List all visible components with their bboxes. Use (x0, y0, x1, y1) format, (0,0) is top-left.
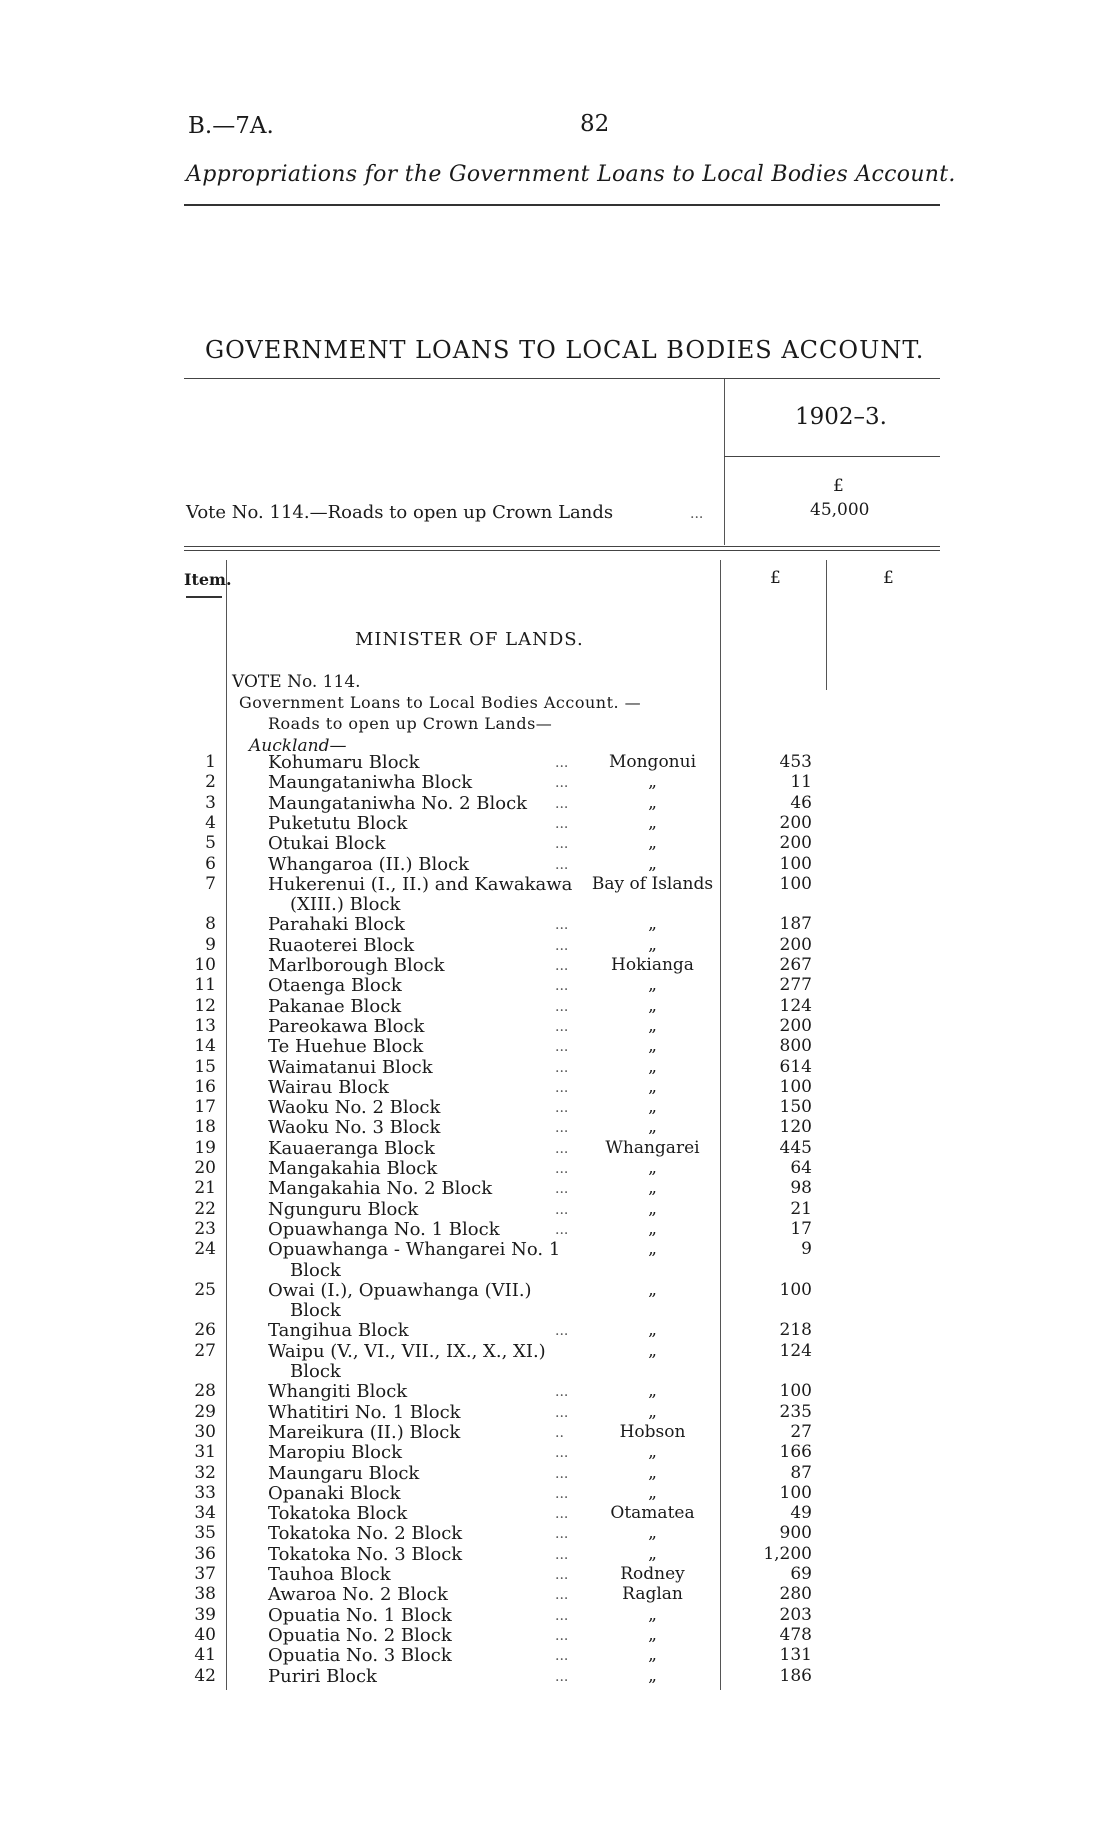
leader-dots: ... (555, 1668, 569, 1685)
amount-column-divider (826, 560, 827, 690)
appropriation-amount: 98 (790, 1178, 812, 1199)
block-name-continued: Block (290, 1300, 341, 1322)
leader-dots: ... (555, 917, 569, 934)
district-name: „ (648, 1381, 657, 1402)
item-number: 25 (194, 1279, 216, 1300)
block-name: Opuatia No. 1 Block (268, 1604, 452, 1626)
item-number: 19 (194, 1137, 216, 1158)
item-number: 35 (194, 1523, 216, 1544)
appropriation-amount: 200 (779, 934, 812, 955)
leader-dots: ... (555, 755, 569, 771)
block-name: Kauaeranga Block (268, 1137, 435, 1159)
appropriation-amount: 21 (790, 1198, 812, 1219)
district-name: „ (648, 1056, 657, 1077)
leader-dots: ... (555, 1404, 569, 1421)
district-name: „ (648, 975, 657, 996)
leader-dots: ... (555, 1100, 569, 1117)
leader-dots: ... (555, 795, 569, 812)
leader-dots: ... (555, 1627, 569, 1644)
leader-dots: ... (555, 1323, 569, 1340)
district-name: „ (648, 1645, 657, 1666)
item-number: 30 (194, 1421, 216, 1442)
district-name: „ (648, 1178, 657, 1199)
block-name: Opuatia No. 2 Block (268, 1624, 452, 1646)
block-name: Tokatoka No. 2 Block (268, 1523, 463, 1545)
leader-dots: ... (555, 1526, 569, 1543)
block-name: Maungaru Block (268, 1462, 420, 1484)
item-number: 24 (194, 1239, 216, 1260)
appropriation-amount: 187 (779, 914, 812, 935)
block-name: Pakanae Block (268, 995, 402, 1017)
leader-dots: ... (555, 1018, 569, 1035)
leader-dots: ... (555, 1039, 569, 1056)
block-name: Opanaki Block (268, 1482, 401, 1504)
appropriation-amount: 150 (779, 1097, 812, 1118)
item-number: 37 (194, 1564, 216, 1584)
minister-heading: MINISTER OF LANDS. (355, 629, 584, 650)
district-name: „ (648, 1604, 657, 1625)
district-name: „ (648, 1482, 657, 1503)
item-number: 2 (205, 772, 216, 793)
item-number: 18 (194, 1117, 216, 1138)
appropriation-amount: 800 (779, 1036, 812, 1057)
block-name: Puketutu Block (268, 812, 408, 834)
district-name: „ (648, 1462, 657, 1483)
district-name: „ (648, 1218, 657, 1239)
leader-dots: ... (555, 1221, 569, 1238)
year-rule (724, 456, 940, 457)
block-name: Mareikura (II.) Block (268, 1421, 461, 1443)
item-number: 32 (194, 1462, 216, 1483)
leader-dots: ... (555, 1140, 569, 1157)
district-name: „ (648, 812, 657, 833)
district-name: „ (648, 914, 657, 935)
leader-dots: ... (555, 1181, 569, 1198)
item-number: 22 (194, 1198, 216, 1219)
block-name: Awaroa No. 2 Block (268, 1584, 448, 1606)
leader-dots: ... (555, 1648, 569, 1665)
leader-dots: ... (555, 1201, 569, 1218)
item-number: 42 (194, 1665, 216, 1686)
district-name: „ (648, 1279, 657, 1300)
appropriation-amount: 166 (779, 1442, 812, 1463)
district-name: „ (648, 1624, 657, 1645)
leader-dots: ... (555, 1506, 569, 1523)
leader-dots: ... (555, 1465, 569, 1482)
appropriation-amount: 9 (801, 1239, 812, 1260)
district-name: „ (648, 792, 657, 813)
district-name: „ (648, 1117, 657, 1138)
district-name: „ (648, 1076, 657, 1097)
block-name: Owai (I.), Opuawhanga (VII.) (268, 1279, 532, 1301)
appropriation-amount: 131 (779, 1645, 812, 1666)
item-number: 21 (194, 1178, 216, 1199)
title-rule (184, 378, 940, 379)
appropriation-amount: 124 (779, 1340, 812, 1361)
appropriation-amount: 235 (779, 1401, 812, 1422)
vote-summary-amount: 45,000 (810, 500, 870, 520)
district-name: „ (648, 772, 657, 793)
leader-dots: ... (555, 1607, 569, 1624)
block-name: Marlborough Block (268, 955, 445, 976)
appropriation-amount: 203 (779, 1604, 812, 1625)
district-name: „ (648, 1320, 657, 1341)
block-name: Tokatoka No. 3 Block (268, 1543, 463, 1565)
district-name: „ (648, 1665, 657, 1686)
item-number: 9 (205, 934, 216, 955)
appropriation-amount: 49 (790, 1503, 812, 1524)
block-name: Tauhoa Block (268, 1564, 391, 1585)
district-name: „ (648, 1401, 657, 1422)
block-name: Waipu (V., VI., VII., IX., X., XI.) (268, 1340, 546, 1362)
district-name: Raglan (622, 1584, 683, 1605)
block-name: Te Huehue Block (268, 1036, 424, 1058)
district-column-divider (720, 560, 721, 1690)
summary-divider (724, 379, 725, 545)
item-number: 40 (194, 1624, 216, 1645)
item-number: 3 (205, 792, 216, 813)
leader-dots: ... (555, 958, 569, 974)
summary-rule-1 (184, 546, 940, 547)
leader-dots: ... (555, 978, 569, 995)
district-name: Hobson (619, 1421, 686, 1442)
appropriation-amount: 900 (779, 1523, 812, 1544)
leader-dots: ... (555, 775, 569, 792)
item-number: 28 (194, 1381, 216, 1402)
block-name: Waimatanui Block (268, 1056, 433, 1078)
appropriation-amount: 1,200 (763, 1543, 812, 1564)
item-number: 10 (194, 955, 216, 975)
block-name-continued: Block (290, 1361, 341, 1382)
district-name: „ (648, 1097, 657, 1118)
item-number: 33 (194, 1482, 216, 1503)
vote-summary-label: Vote No. 114.—Roads to open up Crown Lands (186, 502, 614, 523)
item-number: 41 (194, 1645, 216, 1666)
item-number: 36 (194, 1543, 216, 1564)
block-name: Waoku No. 2 Block (268, 1097, 441, 1119)
summary-rule-2 (184, 550, 940, 551)
leader-dots: ... (555, 1079, 569, 1096)
appropriation-amount: 445 (779, 1137, 812, 1158)
block-name: Pareokawa Block (268, 1015, 425, 1037)
appropriation-amount: 120 (779, 1117, 812, 1138)
account-title: GOVERNMENT LOANS TO LOCAL BODIES ACCOUNT. (205, 336, 925, 364)
item-number: 14 (194, 1036, 216, 1057)
section-heading-line1: Government Loans to Local Bodies Account. — (239, 693, 642, 712)
item-number: 31 (194, 1442, 216, 1463)
block-name: Opuatia No. 3 Block (268, 1645, 452, 1667)
block-name-continued: Block (290, 1259, 341, 1281)
leader-dots: ... (555, 1546, 569, 1563)
district-name: Otamatea (610, 1503, 695, 1524)
block-name: Whatitiri No. 1 Block (268, 1401, 461, 1423)
block-name: Mangakahia No. 2 Block (268, 1178, 493, 1200)
district-name: Hokianga (611, 955, 694, 975)
leader-dots: ... (555, 856, 569, 873)
item-number: 6 (205, 853, 216, 874)
column-currency-1: £ (770, 568, 781, 588)
item-column-header: Item. (184, 570, 232, 589)
vote-number: VOTE No. 114. (232, 672, 361, 692)
appropriation-amount: 100 (779, 1076, 812, 1097)
appropriation-amount: 46 (790, 792, 812, 813)
appropriation-amount: 186 (779, 1665, 812, 1686)
appropriation-amount: 218 (779, 1320, 812, 1341)
vote-summary-dots: ... (690, 506, 704, 522)
item-header-underline (186, 596, 222, 598)
item-number: 20 (194, 1158, 216, 1178)
block-name: Opuawhanga - Whangarei No. 1 (268, 1239, 561, 1261)
appropriation-amount: 200 (779, 1015, 812, 1036)
page-number: 82 (580, 111, 610, 137)
block-name: Tokatoka Block (268, 1503, 408, 1525)
leader-dots: ... (555, 1161, 569, 1177)
block-name: Opuawhanga No. 1 Block (268, 1218, 500, 1240)
block-name: Otukai Block (268, 833, 386, 855)
item-number: 38 (194, 1584, 216, 1605)
district-name: „ (648, 934, 657, 955)
item-column-divider (226, 560, 227, 1690)
appropriation-amount: 124 (779, 995, 812, 1016)
appropriation-amount: 100 (779, 1381, 812, 1402)
appropriation-amount: 100 (779, 853, 812, 874)
appropriation-amount: 100 (779, 873, 812, 894)
appropriation-amount: 200 (779, 812, 812, 833)
leader-dots: ... (555, 1059, 569, 1076)
item-number: 16 (194, 1076, 216, 1097)
leader-dots: ... (555, 1567, 569, 1583)
appropriation-amount: 17 (790, 1218, 812, 1239)
leader-dots: ... (555, 836, 569, 853)
block-name: Waoku No. 3 Block (268, 1117, 441, 1139)
block-name: Maropiu Block (268, 1442, 403, 1464)
leader-dots: .. (555, 1424, 564, 1441)
block-name: Puriri Block (268, 1665, 377, 1687)
district-name: Whangarei (605, 1137, 700, 1158)
district-name: „ (648, 1239, 657, 1260)
district-name: „ (648, 1523, 657, 1544)
item-number: 5 (205, 833, 216, 854)
document-reference: B.—7A. (188, 113, 274, 139)
leader-dots: ... (555, 998, 569, 1015)
block-name: Maungataniwha No. 2 Block (268, 792, 528, 814)
leader-dots: ... (555, 937, 569, 954)
item-number: 26 (194, 1320, 216, 1341)
appropriation-amount: 64 (790, 1158, 812, 1178)
block-name: Otaenga Block (268, 975, 402, 997)
summary-currency: £ (833, 476, 844, 496)
appropriation-amount: 100 (779, 1279, 812, 1300)
district-name: Bay of Islands (591, 873, 714, 894)
block-name: Whangiti Block (268, 1381, 408, 1403)
column-currency-2: £ (883, 568, 894, 588)
district-name: „ (648, 1340, 657, 1361)
item-number: 15 (194, 1056, 216, 1077)
appropriation-amount: 267 (779, 955, 812, 975)
district-name: „ (648, 1158, 657, 1178)
leader-dots: ... (555, 1445, 569, 1462)
appropriation-amount: 69 (790, 1564, 812, 1584)
block-name: Maungataniwha Block (268, 772, 473, 794)
district-name: „ (648, 1036, 657, 1057)
item-number: 1 (205, 752, 216, 772)
appropriation-amount: 11 (790, 772, 812, 793)
appropriation-amount: 87 (790, 1462, 812, 1483)
block-name: Hukerenui (I., II.) and Kawakawa (268, 873, 573, 895)
district-name: „ (648, 853, 657, 874)
district-name: „ (648, 995, 657, 1016)
appropriation-amount: 277 (779, 975, 812, 996)
block-name: Parahaki Block (268, 914, 405, 936)
appropriation-amount: 453 (779, 752, 812, 772)
item-number: 4 (205, 812, 216, 833)
block-name: Ngunguru Block (268, 1198, 419, 1220)
block-name-continued: (XIII.) Block (290, 894, 401, 916)
appropriation-amount: 280 (779, 1584, 812, 1605)
leader-dots: ... (555, 1485, 569, 1502)
district-name: „ (648, 1543, 657, 1564)
item-number: 34 (194, 1503, 216, 1524)
item-number: 7 (205, 873, 216, 894)
district-name: „ (648, 1442, 657, 1463)
item-number: 8 (205, 914, 216, 935)
district-name: Rodney (620, 1564, 685, 1584)
section-heading-line2: Roads to open up Crown Lands— (268, 714, 553, 733)
appropriation-amount: 478 (779, 1624, 812, 1645)
leader-dots: ... (555, 1120, 569, 1137)
item-number: 29 (194, 1401, 216, 1422)
block-name: Wairau Block (268, 1076, 389, 1098)
block-name: Whangaroa (II.) Block (268, 853, 470, 875)
block-name: Ruaoterei Block (268, 934, 415, 956)
block-name: Kohumaru Block (268, 752, 420, 773)
region-heading: Auckland— (249, 736, 347, 756)
block-name: Mangakahia Block (268, 1158, 438, 1179)
page-subtitle: Appropriations for the Government Loans to Local Bodies Account. (186, 162, 956, 187)
item-number: 11 (194, 975, 216, 996)
item-number: 23 (194, 1218, 216, 1239)
appropriation-amount: 200 (779, 833, 812, 854)
leader-dots: ... (555, 1384, 569, 1401)
appropriation-amount: 27 (790, 1421, 812, 1442)
leader-dots: ... (555, 1587, 569, 1604)
item-number: 13 (194, 1015, 216, 1036)
financial-year: 1902–3. (795, 404, 887, 430)
district-name: „ (648, 1015, 657, 1036)
appropriation-amount: 614 (779, 1056, 812, 1077)
district-name: Mongonui (608, 752, 697, 772)
district-name: „ (648, 833, 657, 854)
header-rule (184, 204, 940, 206)
appropriation-amount: 100 (779, 1482, 812, 1503)
leader-dots: ... (555, 815, 569, 832)
item-number: 27 (194, 1340, 216, 1361)
item-number: 17 (194, 1097, 216, 1118)
item-number: 12 (194, 995, 216, 1016)
district-name: „ (648, 1198, 657, 1219)
block-name: Tangihua Block (268, 1320, 409, 1342)
item-number: 39 (194, 1604, 216, 1625)
